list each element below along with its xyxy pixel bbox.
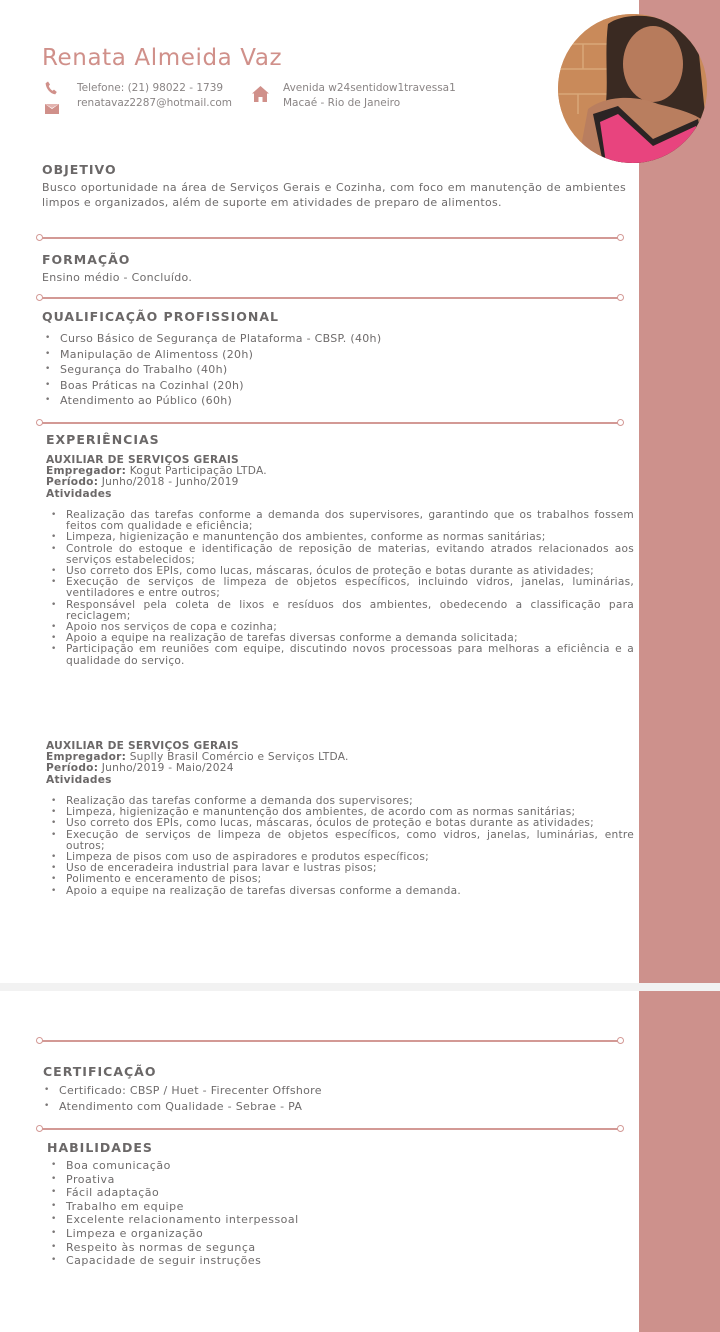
list-item: • Polimento e enceramento de pisos; (46, 874, 634, 885)
list-item: • Apoio a equipe na realização de tarefas diversas conforme a demanda. (46, 886, 634, 897)
list-item: • Atendimento ao Público (60h) (40, 393, 381, 409)
list-item: • Limpeza, higienização e manuntenção dos ambientes, conforme as normas sanitárias; (46, 532, 634, 543)
list-item: • Uso correto dos EPIs, como lucas, máscaras, óculos de proteção e botas durante as atividades; (46, 566, 634, 577)
list-item: • Capacidade de seguir instruções (46, 1254, 299, 1268)
period-label: Período: (46, 762, 99, 775)
employer-label: Empregador: (46, 465, 127, 478)
profile-photo (558, 14, 707, 163)
list-item: • Uso de enceradeira industrial para lavar e lustras pisos; (46, 863, 634, 874)
section-divider (36, 1125, 624, 1133)
period-value: Junho/2019 - Maio/2024 (98, 762, 234, 775)
address-line-1: Avenida w24sentidow1travessa1 (283, 82, 456, 94)
list-item: • Limpeza e organização (46, 1227, 299, 1241)
qualification-list (40, 331, 381, 409)
list-item: • Manipulação de Alimentoss (20h) (40, 347, 381, 363)
list-item: • Excelente relacionamento interpessoal (46, 1213, 299, 1227)
list-item: • Realização das tarefas conforme a demanda dos supervisores; (46, 796, 634, 807)
house-icon (252, 86, 269, 106)
job-title: AUXILIAR DE SERVIÇOS GERAIS (46, 454, 239, 466)
activities-list (46, 510, 634, 667)
list-item: • Atendimento com Qualidade - Sebrae - PA (39, 1099, 322, 1115)
activities-label: Atividades (46, 773, 112, 786)
section-divider (36, 234, 624, 242)
section-title-habilidades: HABILIDADES (47, 1140, 153, 1155)
section-divider (36, 419, 624, 427)
period-label: Período: (46, 476, 99, 489)
address-details (283, 81, 456, 111)
section-title-objetivo: OBJETIVO (42, 162, 117, 177)
employer-value: Kogut Participação LTDA. (126, 465, 267, 478)
list-item: • Participação em reuniões com equipe, discutindo novos processoas para melhoras a eficiência e a qualidade do serviço. (46, 644, 634, 666)
candidate-name: Renata Almeida Vaz (42, 45, 283, 72)
list-item: • Apoio a equipe na realização de tarefas diversas conforme a demanda solicitada; (46, 633, 634, 644)
activities-label: Atividades (46, 487, 112, 500)
activities-list (46, 796, 634, 897)
email-link[interactable]: renatavaz2287@hotmail.com (77, 97, 233, 109)
experience-entry (46, 741, 634, 786)
list-item: • Uso correto dos EPIs, como lucas, máscaras, óculos de proteção e botas durante as atividades; (46, 818, 634, 829)
job-title: AUXILIAR DE SERVIÇOS GERAIS (46, 740, 239, 752)
employer-value: Suplly Brasil Comércio e Serviços LTDA. (126, 751, 349, 764)
certification-list (39, 1083, 322, 1114)
phone-icon (45, 80, 57, 99)
list-item: • Realização das tarefas conforme a demanda dos supervisores, garantindo que os trabalhos fossem feitos com qualidade e eficiência; (46, 510, 634, 532)
period-value: Junho/2018 - Junho/2019 (98, 476, 239, 489)
experience-entry (46, 455, 634, 500)
list-item: • Execução de serviços de limpeza de objetos específicos, como vidros, janelas, luminárias, entre outros; (46, 830, 634, 852)
section-title-certificacao: CERTIFICAÇÃO (43, 1064, 157, 1079)
section-title-experiencias: EXPERIÊNCIAS (46, 432, 160, 447)
list-item: • Respeito às normas de segunça (46, 1241, 299, 1255)
page-break (0, 983, 720, 991)
list-item: • Limpeza, higienização e manuntenção dos ambientes, de acordo com as normas sanitárias; (46, 807, 634, 818)
list-item: • Limpeza de pisos com uso de aspiradores e produtos específicos; (46, 852, 634, 863)
list-item: • Fácil adaptação (46, 1186, 299, 1200)
list-item: • Segurança do Trabalho (40h) (40, 362, 381, 378)
section-title-formacao: FORMAÇÃO (42, 252, 131, 267)
list-item: • Responsável pela coleta de lixos e resíduos dos ambientes, obedecendo a classificação para reciclagem; (46, 600, 634, 622)
objective-text: Busco oportunidade na área de Serviços Gerais e Cozinha, com foco em manutenção de ambientes limpos e organizados, além de suporte em atividades de preparo de alimentos. (42, 181, 626, 209)
list-item: • Boas Práticas na Cozinhal (20h) (40, 378, 381, 394)
skills-list (46, 1159, 299, 1268)
list-item: • Boa comunicação (46, 1159, 299, 1173)
envelope-icon (45, 99, 59, 118)
job-period (46, 763, 634, 774)
address-line-2: Macaé - Rio de Janeiro (283, 97, 401, 109)
list-item: • Controle do estoque e identificação de reposição de materias, evitando atrados relacionados aos serviços estabelecidos; (46, 544, 634, 566)
list-item: • Certificado: CBSP / Huet - Firecenter Offshore (39, 1083, 322, 1099)
phone-text: Telefone: (21) 98022 - 1739 (77, 82, 224, 94)
employer-label: Empregador: (46, 751, 127, 764)
section-title-qualificacao: QUALIFICAÇÃO PROFISSIONAL (42, 309, 279, 324)
job-period (46, 477, 634, 488)
education-text: Ensino médio - Concluído. (42, 271, 193, 284)
list-item: • Apoio nos serviços de copa e cozinha; (46, 622, 634, 633)
section-divider (36, 294, 624, 302)
accent-sidebar (639, 991, 720, 1332)
list-item: • Execução de serviços de limpeza de objetos específicos, incluindo vidros, janelas, luminárias, ventiladores e entre outros; (46, 577, 634, 599)
list-item: • Curso Básico de Segurança de Plataforma - CBSP. (40h) (40, 331, 381, 347)
list-item: • Trabalho em equipe (46, 1200, 299, 1214)
list-item: • Proativa (46, 1173, 299, 1187)
section-divider (36, 1037, 624, 1045)
contact-details (77, 81, 232, 111)
